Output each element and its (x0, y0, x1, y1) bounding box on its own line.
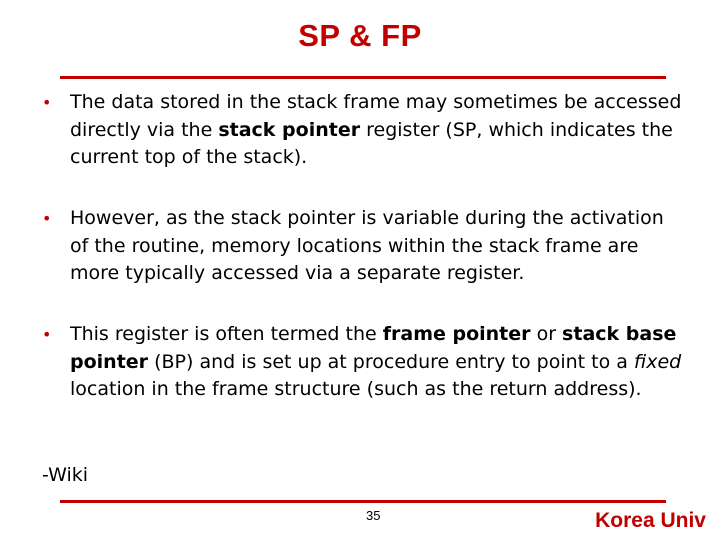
term-stack-pointer: stack pointer (218, 118, 361, 141)
source-citation: -Wiki (42, 464, 89, 486)
page-number: 35 (366, 508, 381, 523)
bullet-item (42, 89, 682, 172)
bullet-item (42, 321, 682, 404)
term-fixed: fixed (633, 350, 682, 373)
bullet-text: However, as the stack pointer is variable during the activation of the routine, memory locations within the stack frame are more typically accessed via a separate register. (70, 207, 664, 284)
term-stack-base-pointer: stack base pointer (70, 323, 677, 373)
term-frame-pointer: frame pointer (382, 323, 531, 345)
bullet-marker: • (42, 209, 52, 228)
bullet-text: This register is often termed the frame pointer or stack base pointer (BP) and is set up at procedure entry to point to a fixed location in the frame structure (such as the return address). (70, 323, 682, 400)
footer-brand: Korea Univ (595, 509, 706, 532)
bullet-marker: • (42, 93, 52, 112)
bullet-item (42, 205, 682, 288)
slide-title: SP & FP (298, 18, 422, 53)
bullet-text: The data stored in the stack frame may sometimes be accessed directly via the stack pointer register (SP, which indicates the current top of the stack). (70, 91, 682, 168)
title-divider (60, 76, 666, 79)
bullet-marker: • (42, 325, 52, 344)
footer-divider (60, 500, 666, 503)
